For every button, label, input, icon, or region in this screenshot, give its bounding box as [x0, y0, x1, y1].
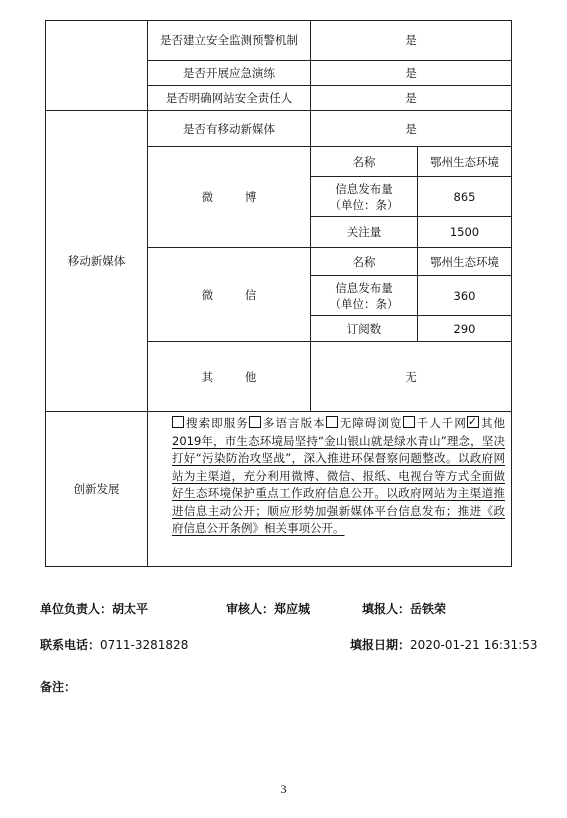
section-empty-cell — [45, 20, 148, 111]
row-value-has-mobile: 是 — [311, 111, 512, 147]
option-multilingual[interactable]: 多语言版本 — [249, 416, 326, 430]
date-label: 填报日期： — [350, 638, 411, 652]
checkbox-icon[interactable] — [326, 416, 338, 428]
wechat-name-value: 鄂州生态环境 — [418, 248, 512, 276]
footer-date — [350, 636, 537, 653]
wechat-name-label: 名称 — [311, 248, 418, 276]
weibo-follow-value: 1500 — [418, 217, 512, 248]
option-personalized[interactable]: 千人千网 — [403, 416, 467, 430]
weibo-pub-value: 865 — [418, 177, 512, 217]
wechat-pub-value: 360 — [418, 276, 512, 316]
footer-note — [40, 678, 76, 695]
footer-filler — [362, 600, 446, 617]
weibo-name-value: 鄂州生态环境 — [418, 147, 512, 177]
row-value-responsible: 是 — [311, 86, 512, 111]
row-label-responsible: 是否明确网站安全责任人 — [148, 86, 311, 111]
option-other[interactable]: ✓ 其他 — [467, 416, 505, 430]
reviewer-label: 审核人： — [226, 602, 275, 616]
note-label: 备注： — [40, 680, 77, 694]
row-label-drill: 是否开展应急演练 — [148, 61, 311, 86]
option-accessibility[interactable]: 无障碍浏览 — [326, 416, 403, 430]
row-label-monitoring: 是否建立安全监测预警机制 — [148, 20, 311, 61]
checkbox-checked-icon[interactable] — [467, 416, 479, 428]
other-label: 其 他 — [148, 342, 311, 412]
weibo-name-label: 名称 — [311, 147, 418, 177]
section-label-mobile: 移动新媒体 — [45, 111, 148, 412]
weibo-follow-label: 关注量 — [311, 217, 418, 248]
row-label-has-mobile: 是否有移动新媒体 — [148, 111, 311, 147]
wechat-sub-value: 290 — [418, 316, 512, 342]
checkbox-icon[interactable] — [403, 416, 415, 428]
filler-value: 岳铁荣 — [410, 602, 447, 616]
row-value-monitoring: 是 — [311, 20, 512, 61]
checkbox-icon[interactable] — [172, 416, 184, 428]
reviewer-value: 郑应城 — [274, 602, 311, 616]
section-label-innovation: 创新发展 — [45, 412, 148, 567]
weibo-pub-label: 信息发布量（单位：条） — [311, 177, 418, 217]
footer-head — [40, 600, 148, 617]
wechat-sub-label: 订阅数 — [311, 316, 418, 342]
wechat-pub-label: 信息发布量（单位：条） — [311, 276, 418, 316]
table-top-border — [45, 20, 512, 21]
page-number: 3 — [280, 782, 287, 796]
row-value-drill: 是 — [311, 61, 512, 86]
footer-reviewer — [226, 600, 310, 617]
date-value: 2020-01-21 16:31:53 — [410, 638, 538, 652]
innovation-description: 2019年，市生态环境局坚持“金山银山就是绿水青山”理念，坚决打好“污染防治攻坚战”，深入推进环保督察问题整改。以政府网站为主渠道，充分利用微博、微信、报纸、电视台等方式全面做好生态环境保护重点工作政府信息公开。以政府网站为主渠道推进信息主动公开；顺应形势加强新媒体平台信息发布；推进《政府信息公开条例》相关事项公开。 — [172, 433, 505, 535]
other-value: 无 — [311, 342, 512, 412]
phone-label: 联系电话： — [40, 638, 101, 652]
filler-label: 填报人： — [362, 602, 411, 616]
innovation-content — [148, 412, 512, 567]
footer-phone — [40, 636, 188, 653]
phone-value: 0711-3281828 — [100, 638, 189, 652]
head-label: 单位负责人： — [40, 602, 113, 616]
option-search-service[interactable]: 搜索即服务 — [172, 416, 249, 430]
head-value: 胡太平 — [112, 602, 149, 616]
innovation-options — [172, 415, 505, 538]
wechat-label: 微 信 — [148, 248, 311, 342]
checkbox-icon[interactable] — [249, 416, 261, 428]
weibo-label: 微 博 — [148, 147, 311, 248]
